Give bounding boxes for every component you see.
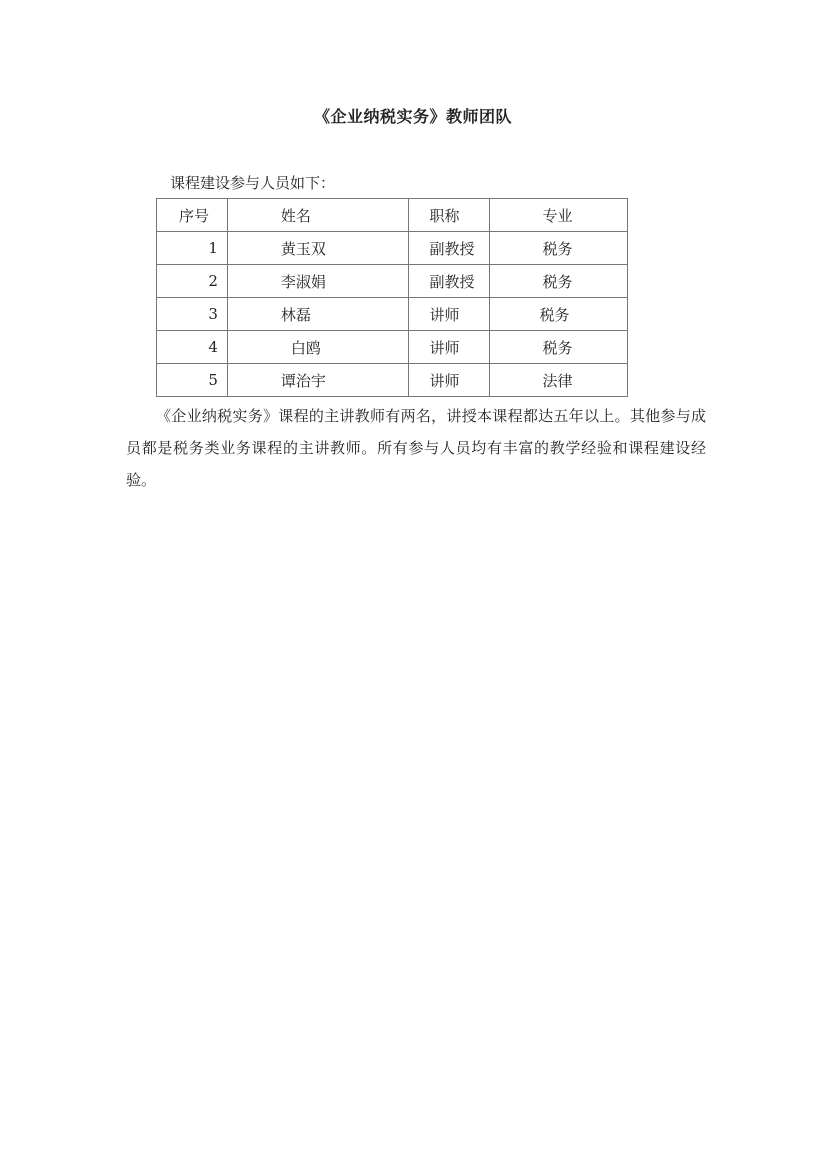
page-title: 《企业纳税实务》教师团队 xyxy=(313,107,512,126)
cell-title: 副教授 xyxy=(408,265,489,298)
cell-name: 黄玉双 xyxy=(227,232,408,265)
cell-title: 讲师 xyxy=(408,298,489,331)
cell-title: 讲师 xyxy=(408,364,489,397)
cell-title: 副教授 xyxy=(408,232,489,265)
cell-major: 税务 xyxy=(489,331,627,364)
cell-major: 税务 xyxy=(489,232,627,265)
team-table xyxy=(156,198,628,397)
table-header-row xyxy=(157,199,628,232)
header-name: 姓名 xyxy=(227,199,408,232)
cell-name: 李淑娟 xyxy=(227,265,408,298)
header-major: 专业 xyxy=(489,199,627,232)
body-paragraph: 《企业纳税实务》课程的主讲教师有两名，讲授本课程都达五年以上。其他参与成员都是税务类业务课程的主讲教师。所有参与人员均有丰富的教学经验和课程建设经验。 xyxy=(126,407,706,489)
cell-title: 讲师 xyxy=(408,331,489,364)
header-title: 职称 xyxy=(408,199,489,232)
table-row xyxy=(157,331,628,364)
table-row xyxy=(157,232,628,265)
cell-no: 3 xyxy=(157,298,228,331)
table-row xyxy=(157,298,628,331)
cell-no: 4 xyxy=(157,331,228,364)
cell-no: 5 xyxy=(157,364,228,397)
cell-major: 法律 xyxy=(489,364,627,397)
cell-name: 白鸥 xyxy=(227,331,408,364)
cell-major: 税务 xyxy=(489,298,627,331)
cell-no: 2 xyxy=(157,265,228,298)
header-no: 序号 xyxy=(157,199,228,232)
cell-name: 谭治宇 xyxy=(227,364,408,397)
table-row xyxy=(157,265,628,298)
cell-no: 1 xyxy=(157,232,228,265)
table-row xyxy=(157,364,628,397)
cell-name: 林磊 xyxy=(227,298,408,331)
intro-text: 课程建设参与人员如下： xyxy=(170,174,336,192)
cell-major: 税务 xyxy=(489,265,627,298)
